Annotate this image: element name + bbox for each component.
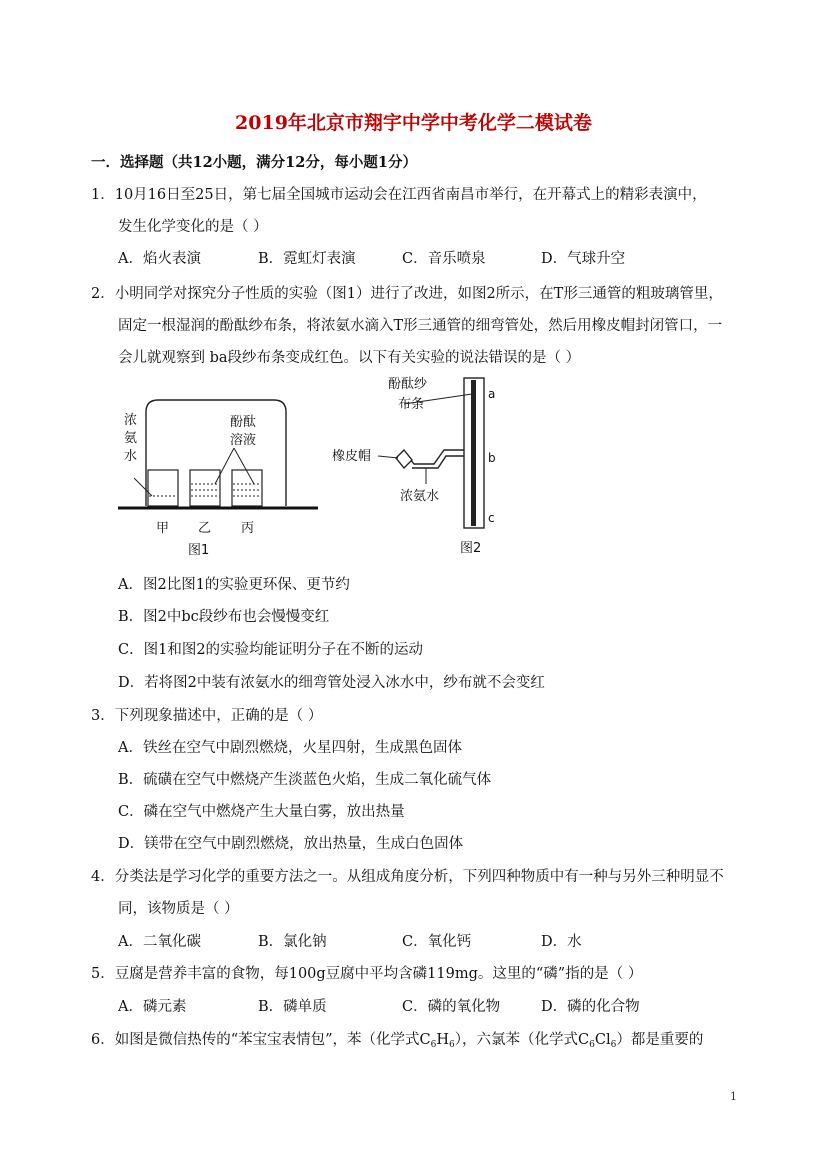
fig2-label-cap: 橡皮帽 — [332, 449, 372, 464]
q1-option-b: B．霓虹灯表演 — [258, 251, 356, 267]
q3-option-b: B．硫磺在空气中燃烧产生淡蓝色火焰，生成二氧化硫气体 — [118, 772, 492, 788]
q2-option-a: A．图2比图1的实验更环保、更节约 — [118, 577, 350, 593]
fig2-mark-c: c — [488, 511, 495, 525]
fig1-label-ammonia-3: 水 — [124, 449, 138, 464]
q2-option-d: D．若将图2中装有浓氨水的细弯管处浸入冰水中，纱布就不会变红 — [118, 675, 545, 691]
q5-option-c: C．磷的氧化物 — [402, 999, 501, 1015]
fig2-caption: 图2 — [460, 541, 482, 556]
fig1-label-phenol-1: 酚酞 — [230, 415, 257, 430]
q2-stem-line2: 固定一根湿润的酚酞纱布条，将浓氨水滴入T形三通管的细弯管处，然后用橡皮帽封闭管口，一 — [118, 318, 723, 334]
q4-stem-line2: 同，该物质是（ ） — [118, 901, 239, 917]
page-number: 1 — [730, 1090, 737, 1103]
q1-stem-line2: 发生化学变化的是（ ） — [118, 219, 268, 235]
q1-option-d: D．气球升空 — [541, 251, 626, 267]
fig1-caption: 图1 — [188, 543, 210, 558]
fig1-beaker-jia: 甲 — [156, 521, 170, 536]
fig1-label-ammonia-2: 氨 — [124, 431, 138, 446]
q3-option-a: A．铁丝在空气中剧烈燃烧，火星四射，生成黑色固体 — [118, 740, 462, 756]
q4-option-b: B．氯化钠 — [258, 934, 327, 950]
q5-stem: 5．豆腐是营养丰富的食物，每100g豆腐中平均含磷119mg。这里的“磷”指的是（ ） — [91, 966, 643, 982]
q3-option-d: D．镁带在空气中剧烈燃烧，放出热量，生成白色固体 — [118, 836, 464, 852]
fig1-label-phenol-2: 溶液 — [230, 433, 257, 448]
q2-option-b: B．图2中bc段纱布也会慢慢变红 — [118, 609, 330, 625]
q2-stem-line1: 2．小明同学对探究分子性质的实验（图1）进行了改进，如图2所示，在T形三通管的粗玻璃管里， — [91, 286, 723, 302]
section-heading: 一．选择题（共12小题，满分12分，每小题1分） — [91, 154, 417, 171]
q3-option-c: C．磷在空气中燃烧产生大量白雾，放出热量 — [118, 804, 405, 820]
q4-stem-line1: 4．分类法是学习化学的重要方法之一。从组成角度分析，下列四种物质中有一种与另外三种明显不 — [91, 869, 724, 885]
figure-1-diagram — [118, 374, 318, 558]
fig1-beaker-yi: 乙 — [198, 521, 212, 536]
q1-option-c: C．音乐喷泉 — [402, 251, 486, 267]
fig2-mark-a: a — [488, 387, 496, 401]
q6-stem: 6．如图是微信热传的“苯宝宝表情包”，苯（化学式$C_6H_6$），六氯苯（化学式$C_6Cl_6$）都是重要的 — [91, 1032, 704, 1050]
q1-option-a: A．焰火表演 — [118, 251, 201, 267]
exam-title: 2019年北京市翔宇中学中考化学二模试卷 — [235, 112, 592, 134]
q2-option-c: C．图1和图2的实验均能证明分子在不断的运动 — [118, 642, 424, 658]
q5-option-a: A．磷元素 — [118, 999, 187, 1015]
q4-option-d: D．水 — [541, 934, 582, 950]
fig1-beaker-bing: 丙 — [241, 521, 255, 536]
q5-option-b: B．磷单质 — [258, 999, 327, 1015]
fig2-label-cloth-1: 酚酞纱 — [388, 377, 428, 392]
q2-stem-line3: 会儿就观察到 ba段纱布条变成红色。以下有关实验的说法错误的是（ ） — [118, 350, 581, 366]
fig2-label-ammonia: 浓氨水 — [400, 489, 440, 504]
fig2-label-cloth-2: 布条 — [398, 397, 425, 412]
q1-stem-line1: 1．10月16日至25日，第七届全国城市运动会在江西省南昌市举行，在开幕式上的精彩表演中， — [91, 187, 707, 203]
fig1-label-ammonia-1: 浓 — [124, 413, 138, 428]
fig2-mark-b: b — [488, 451, 496, 465]
q3-stem: 3．下列现象描述中，正确的是（ ） — [91, 708, 323, 724]
q4-option-a: A．二氧化碳 — [118, 934, 201, 950]
q5-option-d: D．磷的化合物 — [541, 999, 640, 1015]
q4-option-c: C．氧化钙 — [402, 934, 472, 950]
figure-2-diagram — [326, 374, 500, 558]
